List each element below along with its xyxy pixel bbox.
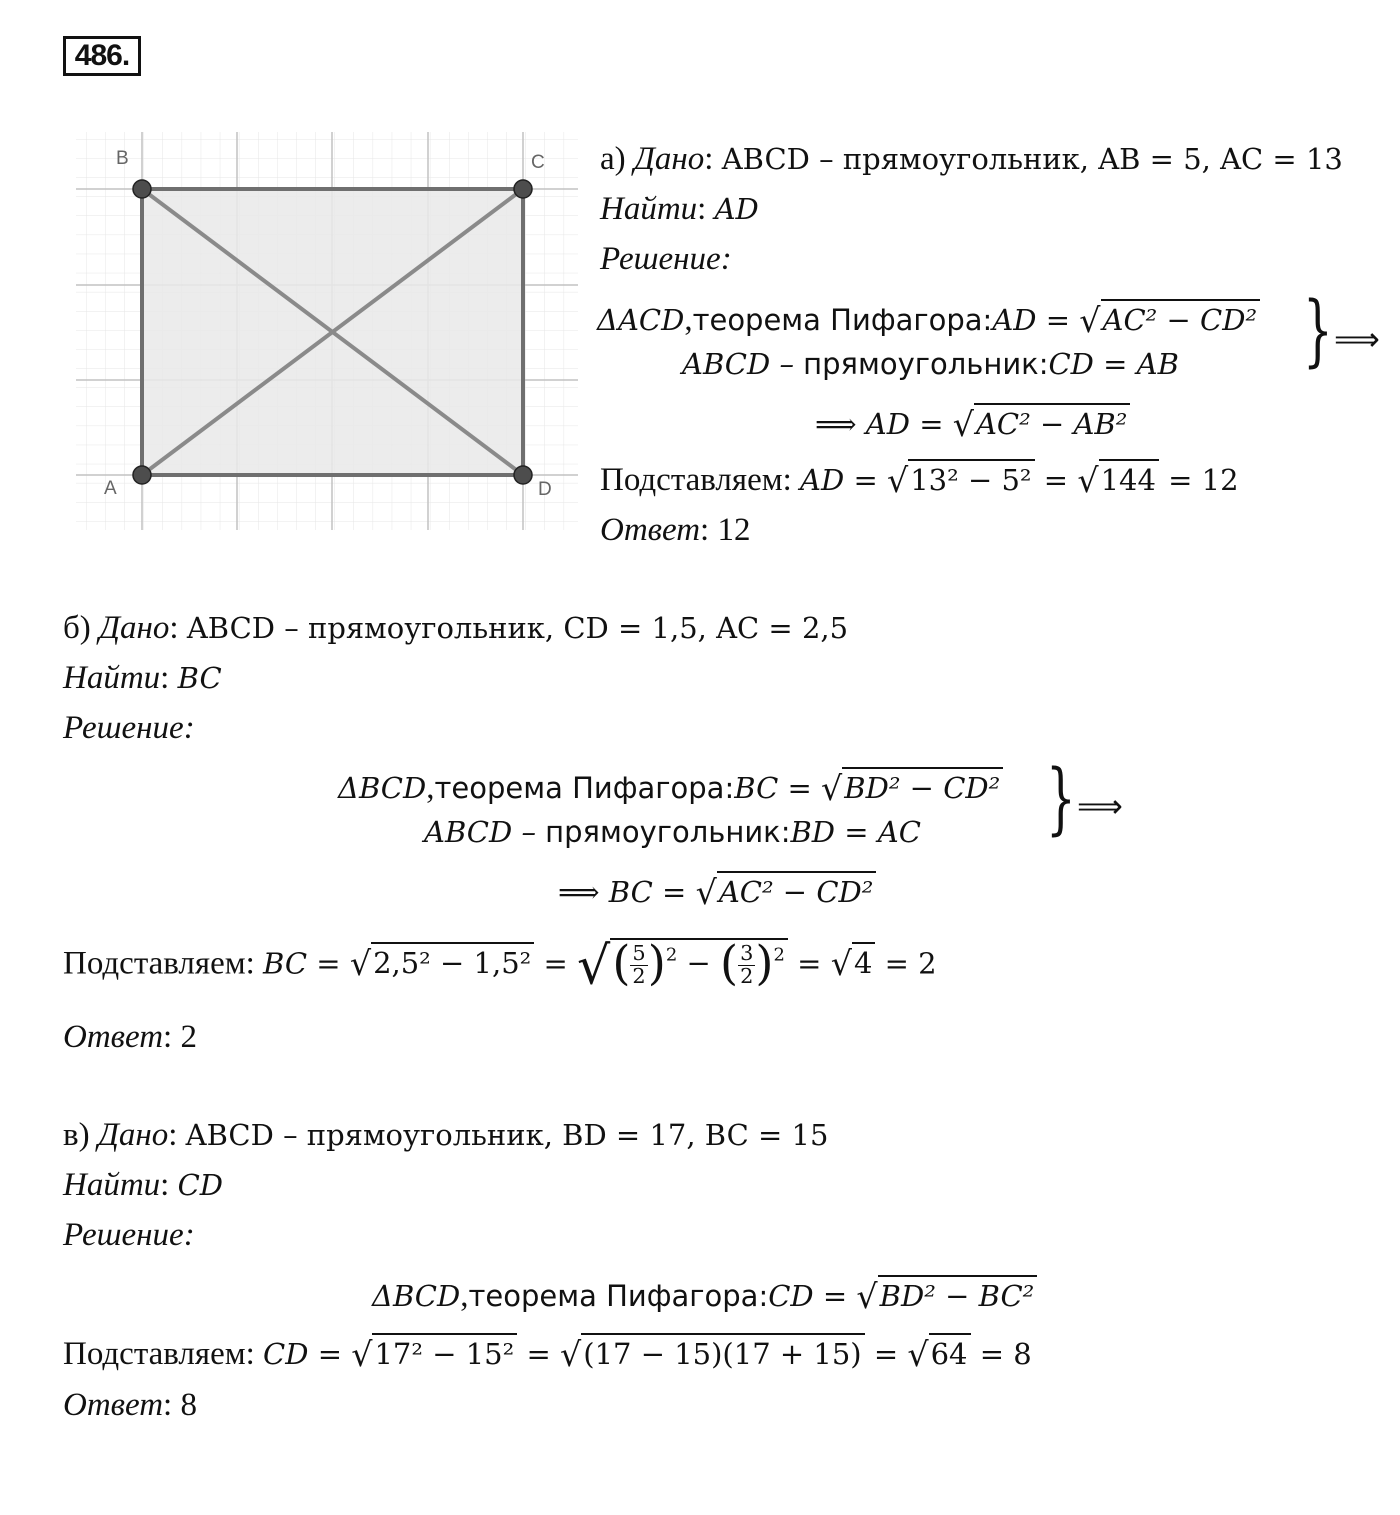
part-a-answer-label: Ответ: [600, 512, 701, 548]
part-b-line1-radicand: BD² − CD²: [842, 767, 1003, 805]
part-c-subst-sqrt3: √64: [907, 1334, 970, 1375]
part-c-subst-result: = 8: [970, 1337, 1032, 1371]
label-c: C: [531, 152, 545, 173]
vertex-d: [514, 466, 532, 484]
part-c-find-label: Найти: [63, 1167, 161, 1203]
part-a-line1-words: теорема Пифагора:: [692, 303, 993, 337]
label-d: D: [538, 479, 552, 500]
part-a-line2-expr: CD = AB: [1048, 347, 1179, 381]
part-a-line1-lhs: AD =: [992, 303, 1080, 337]
part-a-line3-lhs: ⟹ AD =: [815, 407, 953, 441]
part-b-given: б) Дано: ABCD – прямоугольник, CD = 1,5, AC = 2,5: [63, 610, 849, 646]
part-b-find-label: Найти: [63, 660, 161, 696]
part-a-line3-sqrt: √AC² − AB²: [953, 404, 1131, 445]
part-c-given-label: Дано: [97, 1117, 169, 1153]
vertex-a: [133, 466, 151, 484]
part-b-brace: }: [1046, 754, 1076, 844]
part-b-subst-result: = 2: [875, 946, 937, 981]
vertex-b: [133, 180, 151, 198]
part-c-solution-text: Решение: [63, 1217, 184, 1253]
part-b-given-text: ABCD – прямоугольник, CD = 1,5, AC = 2,5: [186, 611, 849, 645]
part-c-find-text: CD: [177, 1168, 224, 1202]
part-b-find-text: BC: [177, 661, 222, 695]
part-a-line2-lead: ABCD –: [682, 347, 804, 381]
part-b-answer: Ответ: 2: [63, 1019, 197, 1055]
part-c-subst-lhs: CD =: [263, 1337, 352, 1371]
part-a-find-label: Найти: [600, 191, 698, 227]
part-a-line3: [815, 404, 1130, 445]
part-b-line1-lhs: BC =: [734, 771, 822, 805]
part-b-line3-lhs: ⟹ BC =: [558, 875, 696, 909]
part-c-line1-lead: ΔBCD: [372, 1279, 461, 1313]
part-a-line1-lead: ΔACD: [597, 303, 685, 337]
part-b-subst-sqrt2: √( $\frac{5}{2}$ )$^2$ − ( $\frac{3}{2}$ )$^2$: [577, 943, 788, 988]
part-a-find-text: AD: [714, 192, 759, 226]
part-a-given-label: Дано: [633, 141, 705, 177]
part-c-answer-label: Ответ: [63, 1387, 164, 1423]
part-c-answer-value: 8: [180, 1387, 197, 1423]
part-c-given-text: ABCD – прямоугольник, BD = 17, BC = 15: [185, 1118, 829, 1152]
part-b-subst-sqrt3: √4: [831, 943, 876, 984]
part-a-line2: [682, 344, 1179, 384]
part-a-substitution: [600, 460, 1239, 501]
part-a-subst-lhs: AD =: [800, 463, 887, 497]
part-b-line1-lead: ΔBCD: [338, 771, 427, 805]
part-b-answer-label: Ответ: [63, 1019, 164, 1055]
part-a-subst-sqrt1: √13² − 5²: [887, 460, 1035, 501]
part-b-implies-arrow: ⟹: [1077, 787, 1123, 825]
part-a-find: Найти: AD: [600, 191, 759, 227]
part-a-prefix: а): [600, 141, 626, 177]
part-b-frac1-num: 5: [632, 941, 646, 965]
part-c-find: Найти: CD: [63, 1167, 224, 1203]
part-c-solution-label: Решение:: [63, 1217, 195, 1253]
part-a-given: а) Дано: ABCD – прямоугольник, AB = 5, AC = 13: [600, 141, 1343, 177]
part-a-subst-rad2: 144: [1099, 459, 1159, 497]
part-c-subst-rad3: 64: [929, 1333, 971, 1371]
part-c-subst-rad2: (17 − 15)(17 + 15): [581, 1333, 864, 1371]
part-b-line2-lead: ABCD –: [424, 815, 546, 849]
part-b-answer-value: 2: [180, 1019, 197, 1055]
rectangle-figure: [76, 132, 578, 530]
part-b-given-label: Дано: [99, 610, 170, 646]
part-a-line1-radicand: AC² − CD²: [1101, 299, 1261, 337]
part-b-subst-rad1: 2,5² − 1,5²: [371, 942, 534, 980]
label-a: A: [104, 478, 117, 499]
part-b-line3-radicand: AC² − CD²: [717, 871, 877, 909]
part-a-line1: ΔACD,теорема Пифагора:AD = √AC² − CD²: [597, 300, 1260, 341]
part-c-line1: ΔBCD,теорема Пифагора:CD = √BD² − BC²: [372, 1276, 1037, 1317]
part-a-subst-eq: =: [1034, 463, 1078, 497]
part-b-prefix: б): [63, 610, 91, 646]
part-a-brace: }: [1303, 286, 1333, 376]
problem-number: 486.: [63, 36, 141, 76]
part-c-subst-rad1: 17² − 15²: [372, 1333, 517, 1371]
part-c-line1-radicand: BD² − BC²: [878, 1275, 1038, 1313]
part-a-subst-label: Подставляем:: [600, 462, 792, 498]
label-b: B: [116, 148, 129, 169]
part-b-subst-label: Подставляем:: [63, 945, 255, 982]
part-b-line2: [424, 812, 921, 852]
part-c-line1-lhs: CD =: [768, 1279, 857, 1313]
part-c-substitution: Подставляем: CD = √17² − 15² = √(17 − 15)(17 + 15) = √64 = 8: [63, 1335, 1032, 1374]
part-a-subst-rad1: 13² − 5²: [908, 459, 1034, 497]
part-b-line1: ΔBCD,теорема Пифагора:BC = √BD² − CD²: [338, 768, 1003, 809]
part-a-subst-result: = 12: [1158, 463, 1239, 497]
part-b-find: Найти: BC: [63, 660, 222, 696]
part-a-given-text: ABCD – прямоугольник, AB = 5, AC = 13: [721, 142, 1343, 176]
part-b-solution-text: Решение: [63, 710, 184, 746]
part-c-answer: Ответ: 8: [63, 1387, 197, 1423]
part-a-line1-sqrt: √AC² − CD²: [1079, 300, 1260, 341]
part-b-substitution: Подставляем: BC = √2,5² − 1,5² = √( $\frac{5}{2}$ )$^2$ − ( $\frac{3}{2}$ )$^2$ = √4 = 2: [63, 936, 937, 997]
part-b-frac1-den: 2: [632, 963, 646, 988]
part-b-line3: [558, 872, 876, 913]
part-c-line1-sqrt: √BD² − BC²: [856, 1276, 1037, 1317]
part-a-answer: Ответ: 12: [600, 512, 751, 548]
part-b-frac2-den: 2: [740, 963, 754, 988]
part-b-line2-expr: BD = AC: [790, 815, 921, 849]
part-c-line1-words: теорема Пифагора:: [468, 1279, 769, 1313]
part-b-line1-sqrt: √BD² − CD²: [821, 768, 1003, 809]
part-c-prefix: в): [63, 1117, 90, 1153]
part-c-given: в) Дано: ABCD – прямоугольник, BD = 17, BC = 15: [63, 1117, 829, 1153]
part-a-answer-value: 12: [717, 512, 751, 548]
part-b-line2-words: прямоугольник:: [545, 815, 791, 849]
part-b-line1-words: теорема Пифагора:: [434, 771, 735, 805]
part-a-implies-arrow: ⟹: [1334, 320, 1380, 358]
part-a-solution-text: Решение: [600, 241, 721, 277]
part-b-frac2: [738, 943, 755, 988]
part-c-subst-sqrt1: √17² − 15²: [351, 1334, 517, 1375]
vertex-c: [514, 180, 532, 198]
part-c-subst-label: Подставляем:: [63, 1336, 255, 1372]
part-b-subst-sqrt1: √2,5² − 1,5²: [350, 943, 534, 984]
part-b-subst-lhs: BC =: [263, 946, 350, 981]
part-a-line3-radicand: AC² − AB²: [974, 403, 1130, 441]
part-a-subst-sqrt2: √144: [1077, 460, 1159, 501]
part-b-solution-label: Решение:: [63, 710, 195, 746]
part-b-subst-rad3: 4: [852, 942, 875, 980]
part-a-line2-words: прямоугольник:: [803, 347, 1049, 381]
part-b-frac2-num: 3: [740, 941, 754, 965]
part-a-solution-label: Решение:: [600, 241, 732, 277]
part-b-frac1: [630, 943, 647, 988]
part-b-line3-sqrt: √AC² − CD²: [696, 872, 877, 913]
part-c-subst-sqrt2: √(17 − 15)(17 + 15): [560, 1334, 865, 1375]
